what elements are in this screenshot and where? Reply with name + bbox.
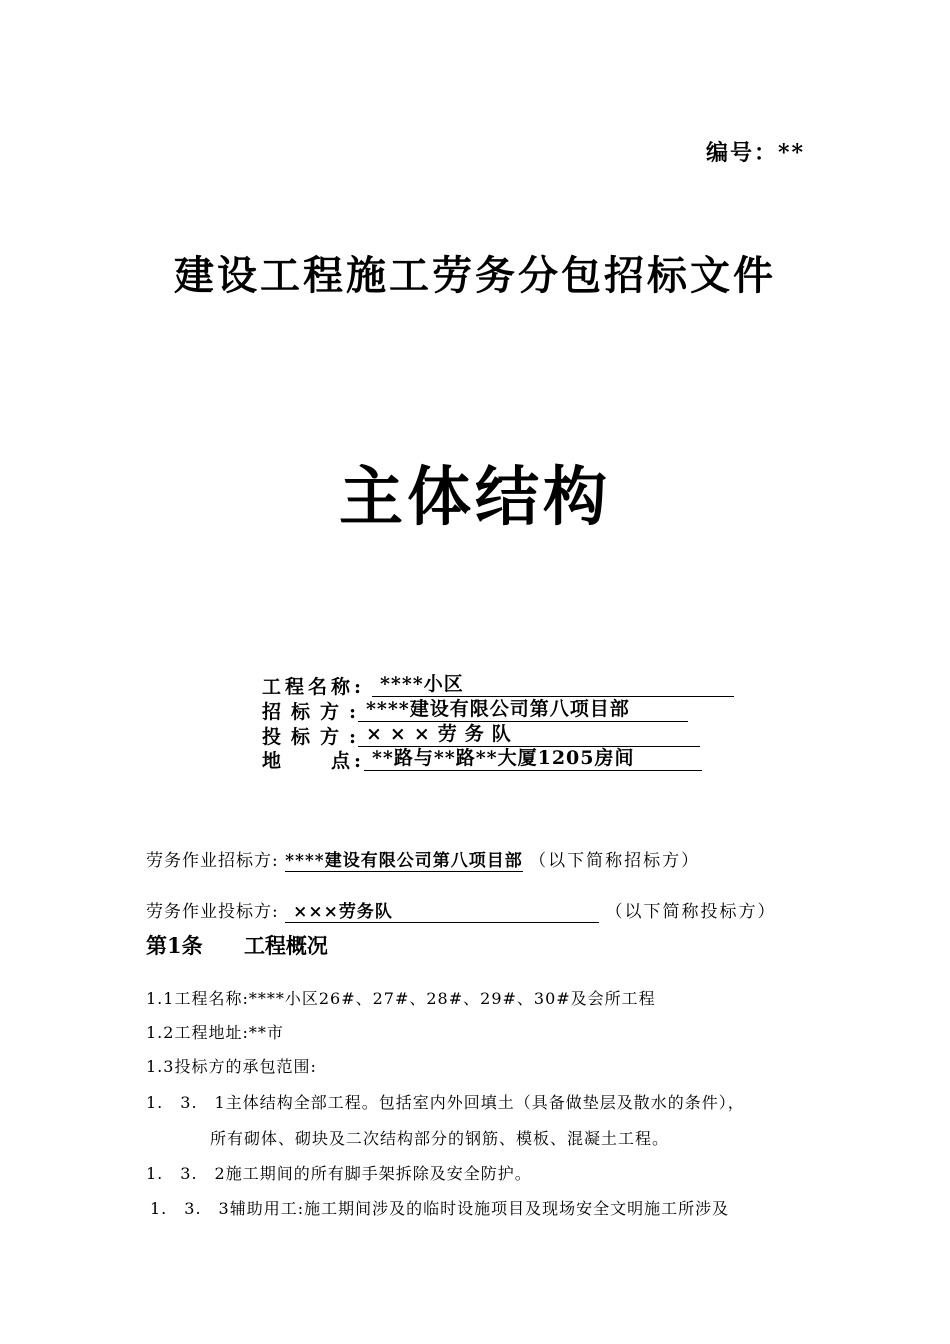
info-value: **路与**路**大厦1205房间	[364, 746, 702, 771]
document-number: 编号：**	[706, 140, 806, 166]
paragraph-1-3-1-cont: 所有砌体、砌块及二次结构部分的钢筋、模板、混凝土工程。	[210, 1129, 670, 1148]
info-value: ****小区	[372, 672, 734, 697]
paragraph-1-3-1: 1. 3. 1主体结构全部工程。包括室内外回填土（具备做垫层及散水的条件），	[146, 1093, 745, 1112]
paragraph-1-3: 1.3投标方的承包范围:	[146, 1057, 317, 1076]
paragraph-1-3-3: 1. 3. 3辅助用工:施工期间涉及的临时设施项目及现场安全文明施工所涉及	[150, 1199, 730, 1218]
info-label: 工程名称:	[262, 676, 366, 698]
info-label: 地 点:	[262, 750, 366, 772]
section-title: 工程概况	[243, 933, 328, 958]
paragraph-1-1: 1.1工程名称:****小区26#、27#、28#、29#、30#及会所工程	[146, 989, 656, 1008]
section-number: 第1条	[146, 933, 203, 958]
document-subtitle: 主体结构	[339, 461, 611, 535]
party-bidder-line	[146, 897, 777, 923]
info-label: 招标方:	[262, 701, 367, 723]
party-note: （以下简称招标方）	[529, 851, 701, 871]
info-row-location	[262, 746, 707, 772]
info-row-tenderer	[262, 697, 692, 723]
document-title: 建设工程施工劳务分包招标文件	[174, 252, 776, 299]
info-value: ×××劳务队	[358, 722, 700, 747]
info-label: 投标方:	[262, 726, 367, 748]
info-row-project	[262, 672, 732, 698]
info-row-bidder	[262, 722, 702, 748]
party-note: （以下简称投标方）	[605, 902, 777, 922]
party-prefix: 劳务作业招标方:	[146, 851, 279, 871]
party-value: ×××劳务队	[285, 897, 599, 923]
party-tenderer-line	[146, 846, 700, 872]
paragraph-1-2: 1.2工程地址:**市	[146, 1023, 284, 1042]
paragraph-1-3-2: 1. 3. 2施工期间的所有脚手架拆除及安全防护。	[146, 1164, 532, 1183]
info-value: ****建设有限公司第八项目部	[358, 697, 688, 722]
party-value: ****建设有限公司第八项目部	[285, 846, 523, 872]
section-heading	[146, 930, 328, 960]
party-prefix: 劳务作业投标方:	[146, 902, 279, 922]
